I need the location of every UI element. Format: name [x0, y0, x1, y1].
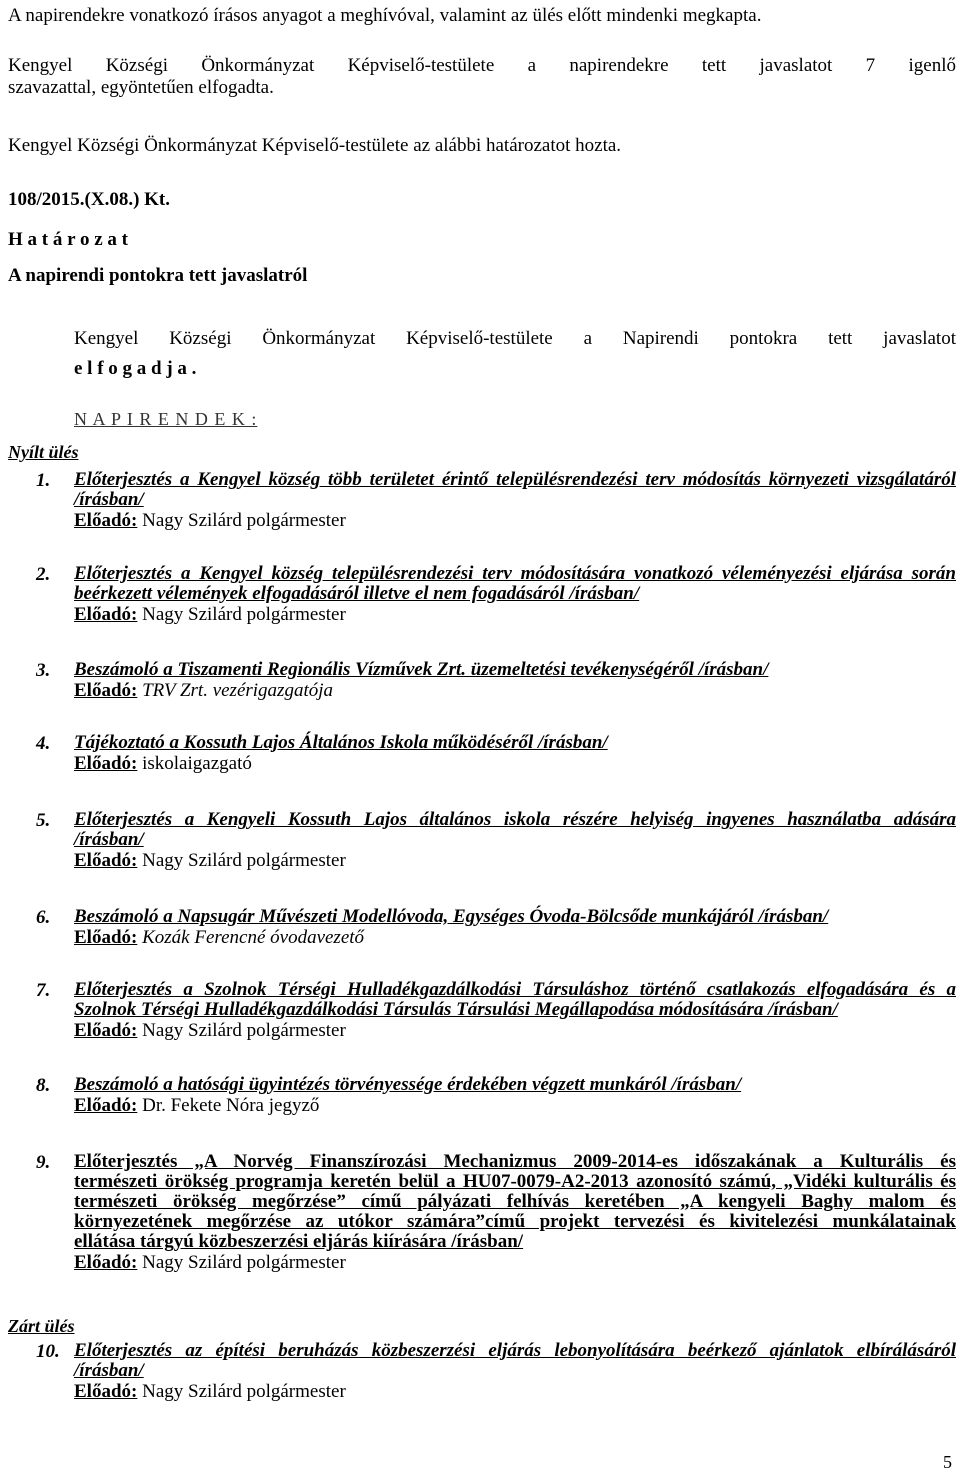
agenda-item-presenter: [74, 1252, 956, 1274]
open-session-label: Nyílt ülés: [8, 442, 79, 462]
agenda-item-presenter: [74, 1020, 956, 1042]
agenda-item-number: 9.: [36, 1152, 51, 1173]
presenter-label: Előadó:: [74, 1020, 138, 1041]
agenda-item-title: Előterjesztés a Kengyel község településrendezési terv módosítására vonatkozó véleményezési eljárása során beérkezett vélemények elfogadásáról illetve el nem fogadásáról /írásban/: [74, 563, 956, 604]
closed-session-label: Zárt ülés: [8, 1316, 75, 1336]
presenter-name: Nagy Szilárd polgármester: [137, 850, 346, 871]
agenda-item: [8, 660, 956, 702]
agenda-header: N A P I R E N D E K :: [74, 409, 258, 429]
presenter-label: Előadó:: [74, 850, 138, 871]
agenda-item: [8, 1152, 956, 1274]
presenter-label: Előadó:: [74, 753, 138, 774]
agenda-item: [8, 733, 956, 775]
agenda-item-presenter: [74, 1381, 956, 1403]
agenda-item: [8, 907, 956, 949]
agenda-item-presenter: [74, 510, 956, 532]
presenter-name: Nagy Szilárd polgármester: [137, 604, 346, 625]
presenter-label: Előadó:: [74, 1381, 138, 1402]
intro-line-3: Kengyel Községi Önkormányzat Képviselő-testülete az alábbi határozatot hozta.: [8, 135, 622, 156]
presenter-label: Előadó:: [74, 604, 138, 625]
agenda-item-title: Beszámoló a Tiszamenti Regionális Vízművek Zrt. üzemeltetési tevékenységéről /írásban/: [74, 659, 769, 680]
agenda-item-number: 3.: [36, 660, 51, 681]
agenda-item-presenter: [74, 680, 956, 702]
presenter-label: Előadó:: [74, 1095, 138, 1116]
agenda-item-number: 4.: [36, 733, 51, 754]
resolution-number: 108/2015.(X.08.) Kt.: [8, 189, 171, 210]
agenda-item: [8, 564, 956, 626]
agenda-item-number: 8.: [36, 1075, 51, 1096]
agenda-item: [8, 810, 956, 872]
agenda-item-number: 1.: [36, 470, 51, 491]
agenda-item-presenter: [74, 927, 956, 949]
presenter-name: Kozák Ferencné óvodavezető: [137, 927, 365, 948]
presenter-name: Nagy Szilárd polgármester: [137, 1381, 346, 1402]
agenda-item-number: 6.: [36, 907, 51, 928]
resolution-decision: e l f o g a d j a .: [74, 358, 197, 379]
presenter-label: Előadó:: [74, 510, 138, 531]
resolution-heading: H a t á r o z a t: [8, 229, 128, 250]
intro-line-1: A napirendekre vonatkozó írásos anyagot a meghívóval, valamint az ülés előtt mindenki megkapta.: [8, 5, 762, 26]
intro-line-2a: Kengyel Községi Önkormányzat Képviselő-testülete a napirendekre tett javaslatot 7 igenlő: [8, 55, 956, 76]
agenda-item-title: Beszámoló a Napsugár Művészeti Modellóvoda, Egységes Óvoda-Bölcsőde munkájáról /írásban/: [74, 906, 829, 927]
agenda-item: [8, 980, 956, 1042]
agenda-item-title: Tájékoztató a Kossuth Lajos Általános Iskola működéséről /írásban/: [74, 732, 608, 753]
intro-line-2b: szavazattal, egyöntetűen elfogadta.: [8, 77, 274, 98]
agenda-item: [8, 1075, 956, 1117]
resolution-subject: A napirendi pontokra tett javaslatról: [8, 265, 308, 286]
presenter-name: Dr. Fekete Nóra jegyző: [137, 1095, 320, 1116]
presenter-label: Előadó:: [74, 680, 138, 701]
agenda-item-number: 10.: [36, 1341, 60, 1362]
presenter-name: Nagy Szilárd polgármester: [137, 1252, 346, 1273]
agenda-item-presenter: [74, 604, 956, 626]
agenda-item-number: 7.: [36, 980, 51, 1001]
presenter-name: Nagy Szilárd polgármester: [137, 1020, 346, 1041]
agenda-item-title: Előterjesztés „A Norvég Finanszírozási Mechanizmus 2009-2014-es időszakának a Kulturális és természeti örökség programja keretén belül a HU07-0079-A2-2013 azonosító számú, „Vidéki kulturális és természeti örökség megőrzése” című pályázati felhívás keretében „A kengyeli Baghy malom és környezetének megőrzése az utókor számára”című projekt tervezési és kivitelezési munkálatainak ellátása tárgyú közbeszerzési eljárás kiírására /írásban/: [74, 1151, 956, 1252]
agenda-item-number: 2.: [36, 564, 51, 585]
agenda-item-title: Beszámoló a hatósági ügyintézés törvényessége érdekében végzett munkáról /írásban/: [74, 1074, 742, 1095]
agenda-item-title: Előterjesztés a Kengyeli Kossuth Lajos általános iskola részére helyiség ingyenes használatba adására /írásban/: [74, 809, 956, 850]
presenter-name: Nagy Szilárd polgármester: [137, 510, 346, 531]
agenda-item-title: Előterjesztés a Kengyel község több területet érintő településrendezési terv módosítás környezeti vizsgálatáról /írásban/: [74, 469, 956, 510]
presenter-name: iskolaigazgató: [137, 753, 252, 774]
agenda-item-presenter: [74, 1095, 956, 1117]
presenter-name: TRV Zrt. vezérigazgatója: [137, 680, 334, 701]
agenda-item: [8, 1341, 956, 1403]
agenda-item-title: Előterjesztés a Szolnok Térségi Hulladékgazdálkodási Társuláshoz történő csatlakozás elfogadására és a Szolnok Térségi Hulladékgazdálkodási Társulás Társulási Megállapodása módosítására /írásban/: [74, 979, 956, 1020]
presenter-label: Előadó:: [74, 1252, 138, 1273]
agenda-item: [8, 470, 956, 532]
agenda-item-number: 5.: [36, 810, 51, 831]
agenda-item-title: Előterjesztés az építési beruházás közbeszerzési eljárás lebonyolítására beérkező ajánlatok elbírálásáról /írásban/: [74, 1340, 956, 1381]
page-number: 5: [943, 1452, 952, 1472]
resolution-body: Kengyel Községi Önkormányzat Képviselő-testülete a Napirendi pontokra tett javaslatot: [74, 328, 956, 349]
agenda-item-presenter: [74, 753, 956, 775]
presenter-label: Előadó:: [74, 927, 138, 948]
agenda-item-presenter: [74, 850, 956, 872]
